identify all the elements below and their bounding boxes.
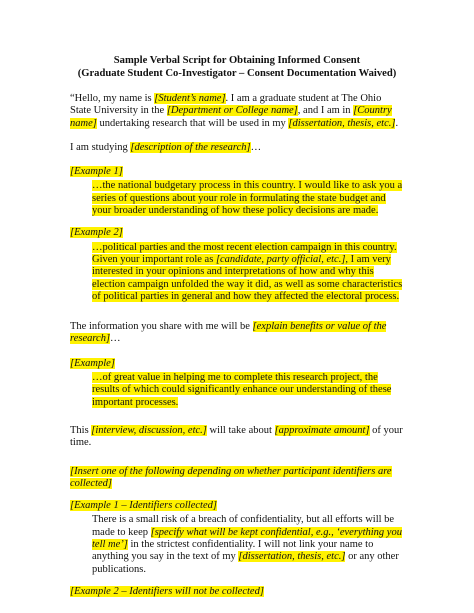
- studying-text-1: I am studying: [70, 141, 131, 153]
- benefits-placeholder: [explain benefits or value of the research]: [70, 321, 387, 345]
- identifiers-text-2: in the strictest confidentiality. I will not link your name to anything you say in the text of my: [92, 539, 374, 563]
- identifiers-example-2-block: [70, 586, 404, 598]
- example-1-block: [70, 166, 404, 217]
- information-paragraph: [70, 321, 404, 346]
- time-text-1: This: [70, 424, 92, 436]
- time-text-2: will take about: [206, 424, 275, 436]
- document-title: [70, 54, 404, 80]
- title-line-1: Sample Verbal Script for Obtaining Informed Consent: [113, 55, 361, 66]
- identifiers-dissertation-placeholder: [dissertation, thesis, etc.]: [238, 551, 346, 563]
- department-placeholder: [Department or College name]: [166, 105, 298, 117]
- info-text-2: …: [110, 333, 121, 345]
- role-placeholder: [candidate, party official, etc.]: [215, 253, 346, 265]
- insert-instruction-text: [Insert one of the following depending on whether participant identifiers are collected]: [70, 465, 392, 489]
- intro-text-5: .: [395, 117, 399, 129]
- example-3-block: [70, 358, 404, 409]
- country-placeholder: [Country name]: [70, 105, 392, 129]
- intro-text-4: undertaking research that will be used in my: [96, 117, 289, 129]
- title-line-2: (Graduate Student Co-Investigator – Consent Documentation Waived): [77, 68, 397, 79]
- student-name-placeholder: [Student’s name]: [154, 93, 226, 104]
- time-text-3: of your time.: [70, 424, 403, 449]
- identifiers-text-3: or any other publications.: [92, 551, 399, 575]
- time-paragraph: [70, 425, 404, 450]
- intro-paragraph: [70, 93, 404, 130]
- activity-type-placeholder: [interview, discussion, etc.]: [91, 424, 207, 436]
- identifiers-example-2-label: [Example 2 – Identifiers will not be collected]: [70, 585, 264, 597]
- example-2-text-2: , I am very interested in your opinions and interpretations of how and why this election campaign unfolded the way it did, as well as some characteristics of political parties in general and how they affected the electoral process.: [92, 253, 403, 302]
- identifiers-example-1-label: [Example 1 – Identifiers collected]: [70, 500, 217, 512]
- studying-text-2: …: [250, 141, 262, 153]
- confidential-specify-placeholder: [specify what will be kept confidential, e.g., ‘everything you tell me’]: [92, 526, 402, 551]
- dissertation-placeholder: [dissertation, thesis, etc.]: [288, 117, 396, 129]
- example-2-text-1: …political parties and the most recent election campaign in this country. Given your important role as: [92, 241, 397, 265]
- example-2-label: [Example 2]: [70, 227, 123, 239]
- intro-text-1: “Hello, my name is: [70, 93, 155, 104]
- example-3-text: …of great value in helping me to complete this research project, the results of which could significantly enhance our understanding of these important processes.: [92, 372, 392, 408]
- research-description-placeholder: [description of the research]: [130, 141, 251, 153]
- insert-instruction: [70, 466, 404, 491]
- intro-text-2: . I am a graduate student at The Ohio State University in the: [70, 93, 382, 117]
- identifiers-example-1-block: [70, 500, 404, 576]
- intro-text-3: , and I am in: [297, 105, 354, 117]
- info-text-1: The information you share with me will be: [70, 321, 253, 333]
- time-amount-placeholder: [approximate amount]: [274, 424, 370, 436]
- example-2-block: [70, 227, 404, 303]
- example-1-text: …the national budgetary process in this country. I would like to ask you a series of questions about your role in formulating the state budget and your broader understanding of how these policy decisions are made.: [92, 180, 403, 217]
- studying-paragraph: [70, 142, 404, 154]
- example-3-label: [Example]: [70, 357, 115, 369]
- identifiers-text-1: There is a small risk of a breach of confidentiality, but all efforts will be made to keep: [92, 514, 395, 538]
- example-1-label: [Example 1]: [70, 166, 123, 178]
